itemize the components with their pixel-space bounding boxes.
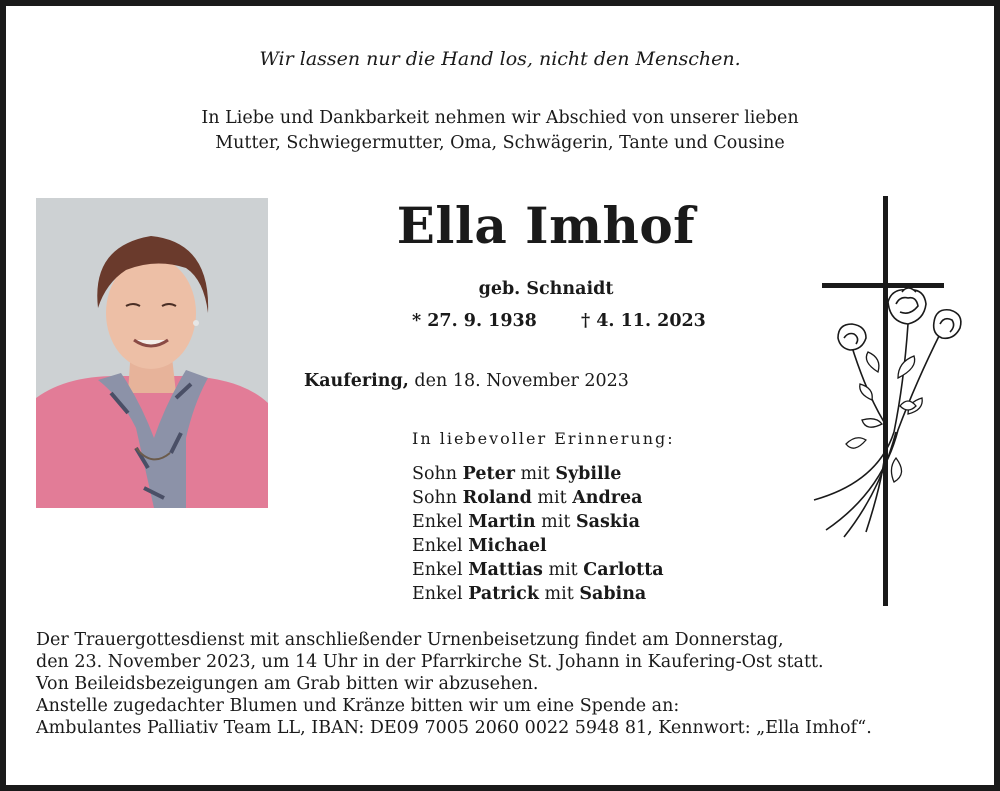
mourner-entry <box>412 558 664 582</box>
notice-line: Von Beileidsbezeigungen am Grab bitten wir abzusehen. <box>36 674 539 694</box>
mourner-joiner: mit <box>541 512 571 532</box>
mourner-name: Patrick <box>468 584 539 604</box>
donation-line: Ambulantes Palliativ Team LL, IBAN: DE09 7005 2060 0022 5948 81, Kennwort: „Ella Imhof“. <box>36 718 872 738</box>
intro-line: Mutter, Schwiegermutter, Oma, Schwägerin, Tante und Cousine <box>215 133 785 153</box>
mourner-name: Peter <box>462 464 515 484</box>
mourner-entry <box>412 462 664 486</box>
mourner-partner: Sybille <box>555 464 622 484</box>
mourner-joiner: mit <box>537 488 567 508</box>
mourner-relation: Enkel <box>412 560 463 580</box>
mourner-entry <box>412 582 664 606</box>
mourner-relation: Enkel <box>412 584 463 604</box>
intro-text <box>6 106 994 156</box>
mourners-list <box>412 462 664 606</box>
notice-line: Der Trauergottesdienst mit anschließender Urnenbeisetzung findet am Donnerstag, <box>36 630 784 650</box>
mourner-relation: Enkel <box>412 512 463 532</box>
place-and-date <box>304 371 629 391</box>
mourner-joiner: mit <box>544 584 574 604</box>
mourner-relation: Enkel <box>412 536 463 556</box>
funeral-notice <box>36 629 872 739</box>
portrait-illustration <box>36 198 268 508</box>
maiden-name: geb. Schnaidt <box>478 279 614 299</box>
obituary-notice <box>6 6 994 785</box>
mourner-name: Michael <box>468 536 547 556</box>
death-date: † 4. 11. 2023 <box>581 311 706 331</box>
portrait-photo <box>36 198 268 508</box>
deceased-name: Ella Imhof <box>396 196 696 255</box>
mourner-name: Roland <box>462 488 532 508</box>
notice-line: Anstelle zugedachter Blumen und Kränze bitten wir um eine Spende an: <box>36 696 680 716</box>
mourner-joiner: mit <box>548 560 578 580</box>
mourner-relation: Sohn <box>412 464 458 484</box>
mourner-relation: Sohn <box>412 488 458 508</box>
notice-date: den 18. November 2023 <box>408 371 629 391</box>
place-name: Kaufering, <box>304 371 409 391</box>
notice-line: den 23. November 2023, um 14 Uhr in der Pfarrkirche St. Johann in Kaufering-Ost statt. <box>36 652 824 672</box>
mourner-partner: Saskia <box>575 512 640 532</box>
mourner-partner: Sabina <box>579 584 647 604</box>
birth-date: * 27. 9. 1938 <box>412 311 537 331</box>
mourner-name: Martin <box>468 512 536 532</box>
motto-quote: Wir lassen nur die Hand los, nicht den Menschen. <box>259 48 741 70</box>
cross-with-roses-icon <box>796 192 976 612</box>
mourner-entry <box>412 510 664 534</box>
mourner-entry <box>412 486 664 510</box>
cross-drawing <box>796 192 976 612</box>
mourner-partner: Carlotta <box>583 560 664 580</box>
memory-heading: In liebevoller Erinnerung: <box>412 429 675 448</box>
mourner-joiner: mit <box>520 464 550 484</box>
mourner-entry <box>412 534 664 558</box>
intro-line: In Liebe und Dankbarkeit nehmen wir Abschied von unserer lieben <box>201 108 799 128</box>
mourner-partner: Andrea <box>572 488 643 508</box>
mourner-name: Mattias <box>468 560 543 580</box>
